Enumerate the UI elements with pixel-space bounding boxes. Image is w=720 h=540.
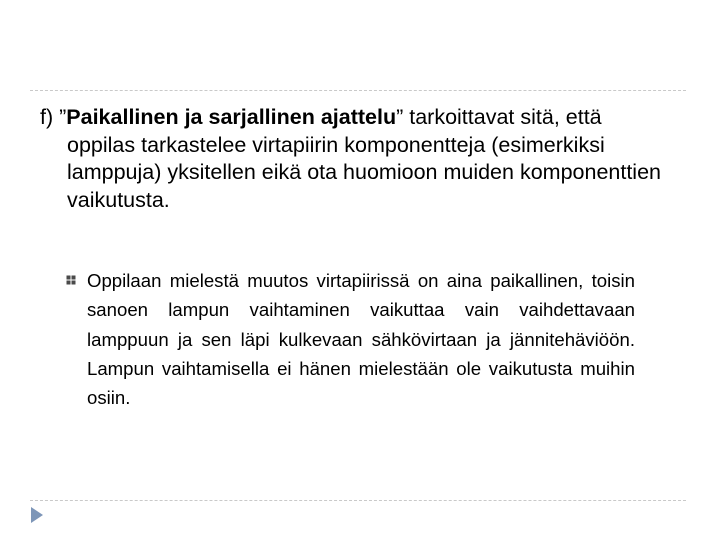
bottom-divider <box>30 500 686 501</box>
sub-bullet-text: Oppilaan mielestä muutos virtapiirissä on aina paikallinen, toisin sanoen lampun vaihtaminen vaikuttaa vain vaihdettavaan lamppuun ja sen läpi kulkevaan sähkövirtaan ja jännitehäviöön. Lampun vaihtamisella ei hänen mielestään ole vaikutusta muihin osiin. <box>87 270 635 409</box>
main-bullet-rest: ” tarkoittavat sitä, että oppilas tarkastelee virtapiirin komponentteja (esimerkiksi lamppuja) yksitellen eikä ota huomioon muiden komponenttien vaikutusta. <box>67 105 661 212</box>
triangle-right-icon[interactable] <box>30 506 44 524</box>
main-bullet-emphasis: Paikallinen ja sarjallinen ajattelu <box>66 105 397 129</box>
main-bullet-text <box>40 104 667 214</box>
top-divider <box>30 90 686 91</box>
main-bullet-prefix: f) ” <box>40 105 67 129</box>
square-bullet-icon <box>66 275 76 285</box>
